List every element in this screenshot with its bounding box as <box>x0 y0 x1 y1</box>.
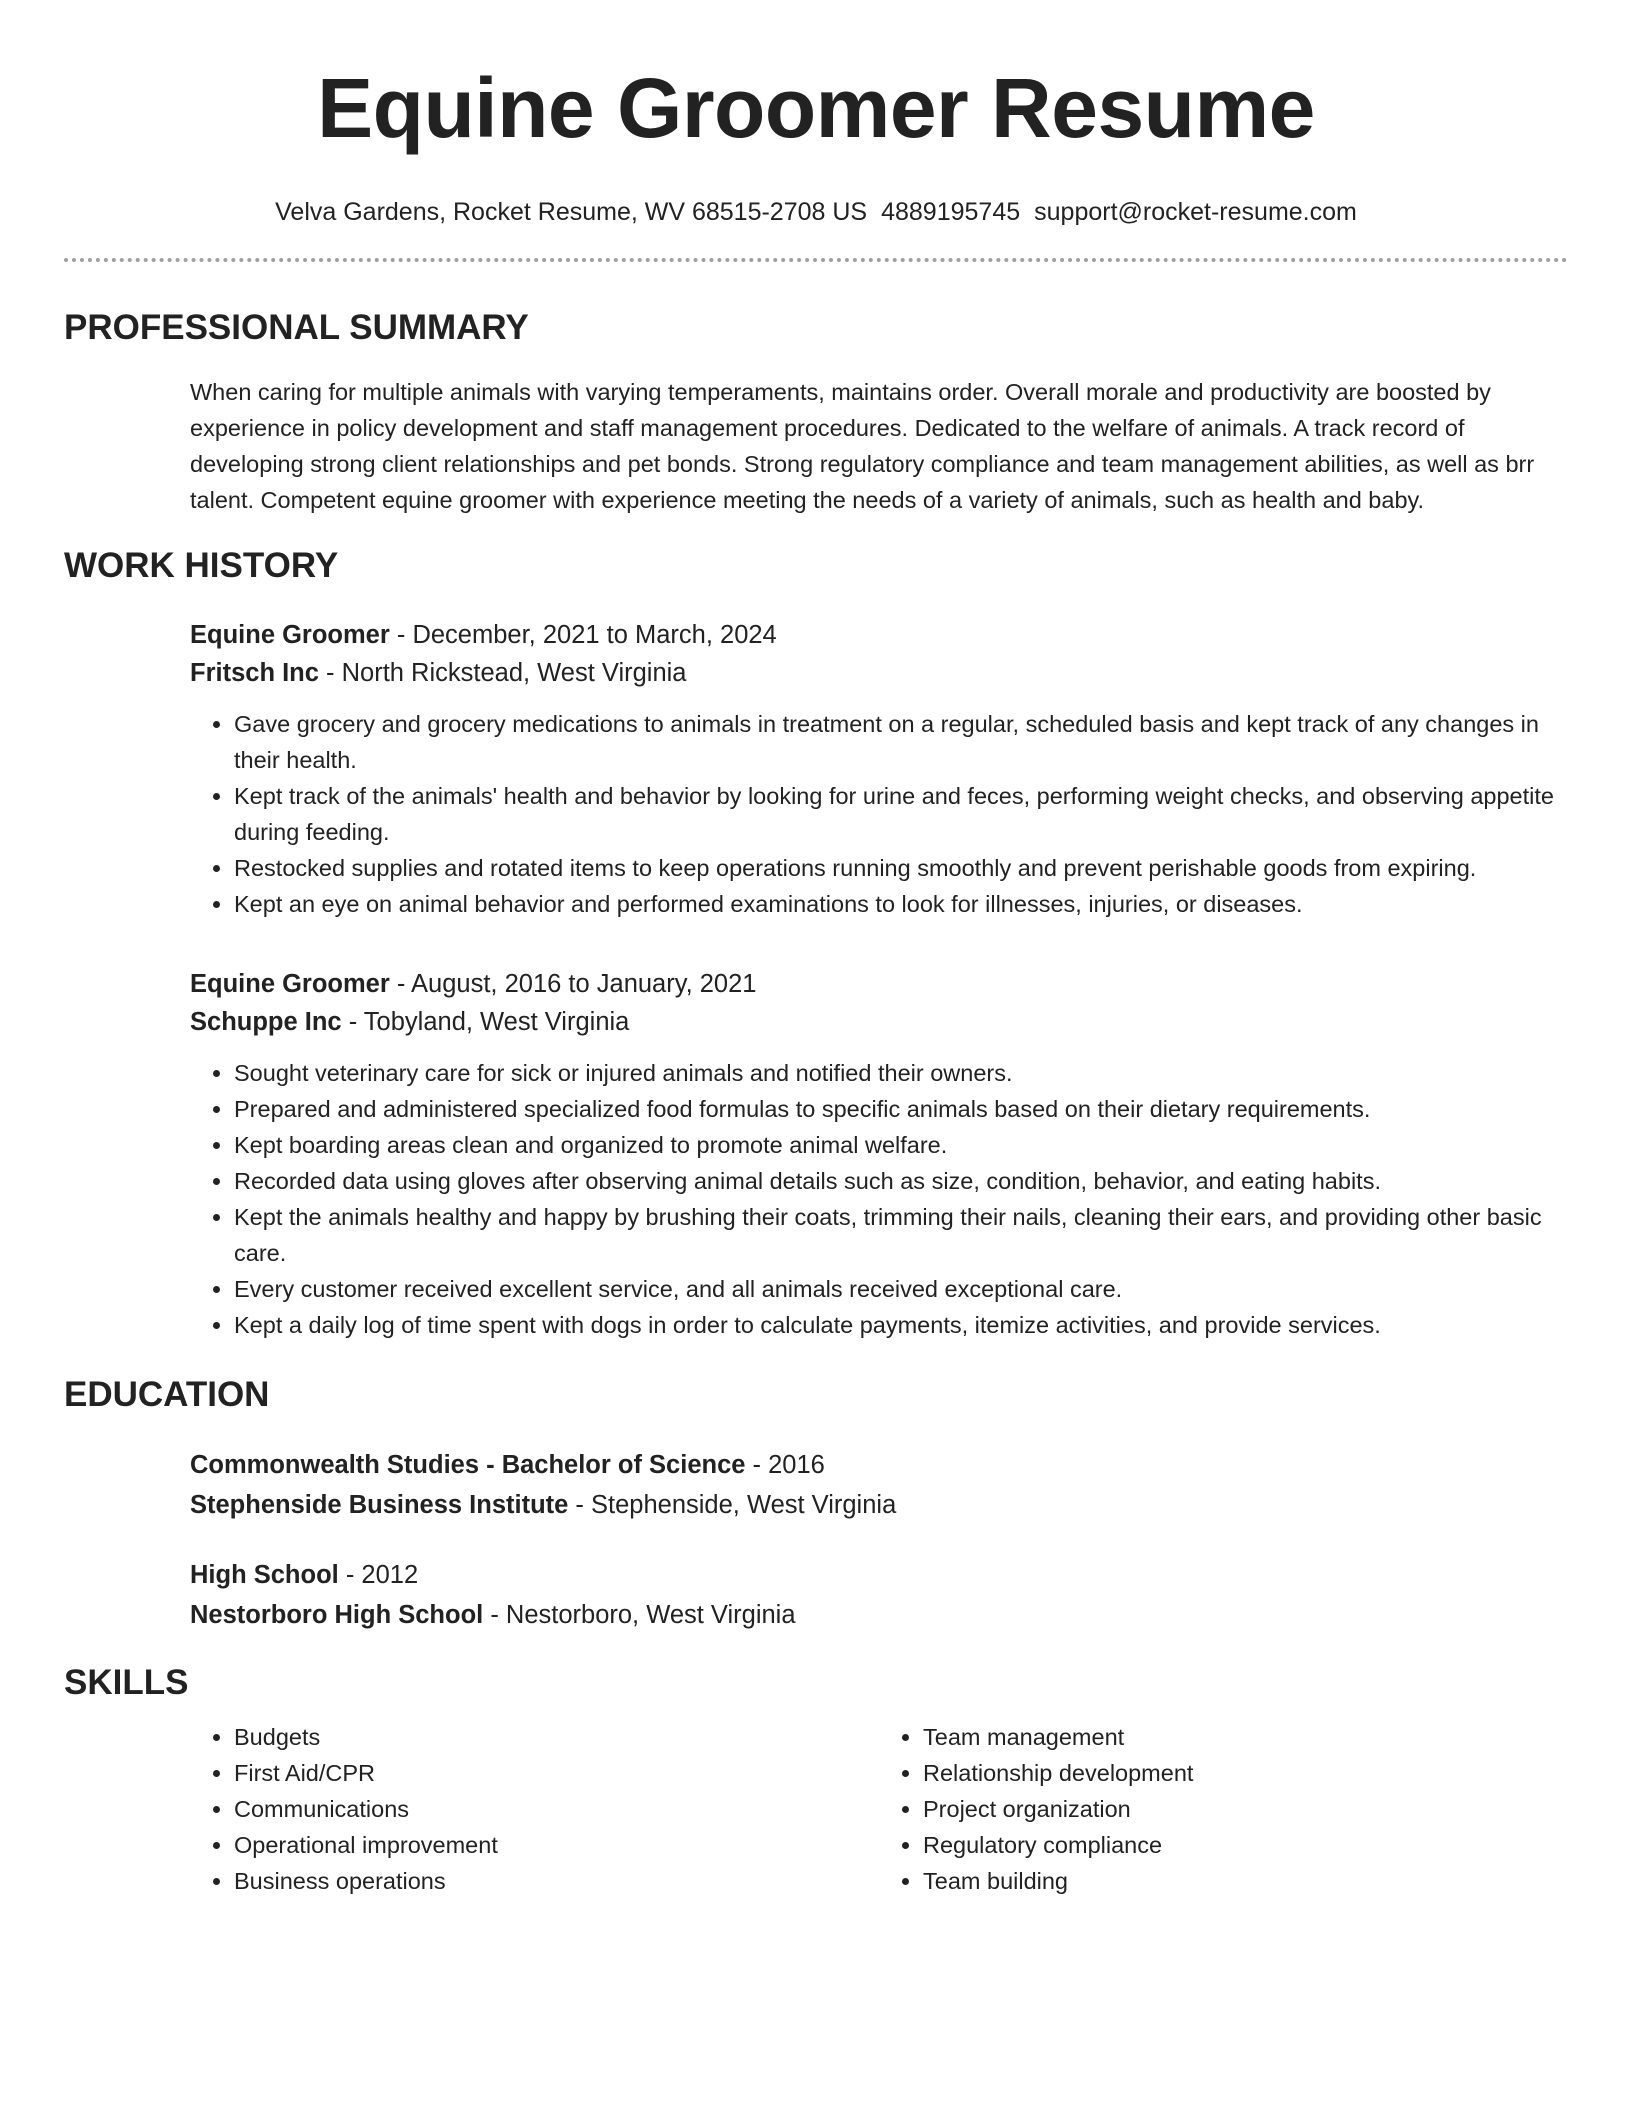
education-degree: High School <box>190 1561 339 1589</box>
skill-item: • Budgets <box>234 1719 879 1755</box>
education-degree-line <box>190 1555 1568 1595</box>
education-school-line <box>190 1595 1568 1635</box>
contact-address: Velva Gardens, Rocket Resume, WV 68515-2708 US <box>275 198 868 226</box>
contact-line <box>64 196 1568 228</box>
skill-item: • Communications <box>234 1791 879 1827</box>
education-school: Stephenside Business Institute <box>190 1491 569 1519</box>
education-section <box>190 1445 1568 1635</box>
education-heading: EDUCATION <box>64 1375 270 1414</box>
skills-section <box>190 1719 1568 1899</box>
skills-heading: SKILLS <box>64 1663 189 1702</box>
skill-item: • Relationship development <box>923 1755 1568 1791</box>
job-entry <box>190 965 1568 1343</box>
job-location: - North Rickstead, West Virginia <box>318 659 687 687</box>
education-school: Nestorboro High School <box>190 1601 484 1629</box>
job-duty: • Kept an eye on animal behavior and performed examinations to look for illnesses, injuries, or diseases. <box>234 886 1568 922</box>
education-entry <box>190 1445 1568 1525</box>
job-duty: • Every customer received excellent service, and all animals received exceptional care. <box>234 1271 1568 1307</box>
skill-item: • Operational improvement <box>234 1827 879 1863</box>
education-location: - Nestorboro, West Virginia <box>483 1601 796 1629</box>
job-company: Fritsch Inc <box>190 659 319 687</box>
job-duties-list <box>190 706 1568 922</box>
contact-phone: 4889195745 <box>881 198 1021 226</box>
skill-item: • Team building <box>923 1863 1568 1899</box>
job-title: Equine Groomer <box>190 621 390 649</box>
skills-list-right <box>879 1719 1568 1899</box>
skills-list-left <box>190 1719 879 1899</box>
contact-email: support@rocket-resume.com <box>1034 198 1357 226</box>
job-company-line <box>190 654 1568 692</box>
summary-heading: PROFESSIONAL SUMMARY <box>64 308 529 347</box>
header-divider <box>64 258 1568 262</box>
job-duties-list <box>190 1055 1568 1343</box>
job-duty: • Kept a daily log of time spent with dogs in order to calculate payments, itemize activities, and provide services. <box>234 1307 1568 1343</box>
education-year: - 2016 <box>745 1451 825 1479</box>
resume-title: Equine Groomer Resume <box>317 61 1315 155</box>
work-history-heading: WORK HISTORY <box>64 546 339 585</box>
education-school-line <box>190 1485 1568 1525</box>
job-duty: • Prepared and administered specialized food formulas to specific animals based on their dietary requirements. <box>234 1091 1568 1127</box>
job-entry <box>190 616 1568 922</box>
job-dates: - December, 2021 to March, 2024 <box>389 621 777 649</box>
work-history-section <box>190 616 1568 1343</box>
job-company: Schuppe Inc <box>190 1008 342 1036</box>
job-dates: - August, 2016 to January, 2021 <box>389 970 757 998</box>
skill-item: • Business operations <box>234 1863 879 1899</box>
job-duty: • Sought veterinary care for sick or injured animals and notified their owners. <box>234 1055 1568 1091</box>
education-degree: Commonwealth Studies - Bachelor of Science <box>190 1451 746 1479</box>
skill-item: • Team management <box>923 1719 1568 1755</box>
skill-item: • Regulatory compliance <box>923 1827 1568 1863</box>
education-entry <box>190 1555 1568 1635</box>
education-degree-line <box>190 1445 1568 1485</box>
summary-text: When caring for multiple animals with varying temperaments, maintains order. Overall morale and productivity are boosted by experience in policy development and staff management procedures. Dedicated to the welfare of animals. A track record of developing strong client relationships and pet bonds. Strong regulatory compliance and team management abilities, as well as brr talent. Competent equine groomer with experience meeting the needs of a variety of animals, such as health and baby. <box>190 379 1535 513</box>
job-duty: • Kept the animals healthy and happy by brushing their coats, trimming their nails, cleaning their ears, and providing other basic care. <box>234 1199 1568 1271</box>
job-title-line <box>190 965 1568 1003</box>
job-title: Equine Groomer <box>190 970 390 998</box>
job-duty: • Restocked supplies and rotated items to keep operations running smoothly and prevent perishable goods from expiring. <box>234 850 1568 886</box>
job-title-line <box>190 616 1568 654</box>
skill-item: • First Aid/CPR <box>234 1755 879 1791</box>
job-duty: • Kept boarding areas clean and organized to promote animal welfare. <box>234 1127 1568 1163</box>
job-company-line <box>190 1003 1568 1041</box>
job-duty: • Gave grocery and grocery medications to animals in treatment on a regular, scheduled basis and kept track of any changes in their health. <box>234 706 1568 778</box>
skill-item: • Project organization <box>923 1791 1568 1827</box>
education-location: - Stephenside, West Virginia <box>568 1491 897 1519</box>
job-location: - Tobyland, West Virginia <box>341 1008 630 1036</box>
education-year: - 2012 <box>338 1561 419 1589</box>
summary-section <box>190 374 1568 518</box>
job-duty: • Kept track of the animals' health and behavior by looking for urine and feces, performing weight checks, and observing appetite during feeding. <box>234 778 1568 850</box>
job-duty: • Recorded data using gloves after observing animal details such as size, condition, behavior, and eating habits. <box>234 1163 1568 1199</box>
